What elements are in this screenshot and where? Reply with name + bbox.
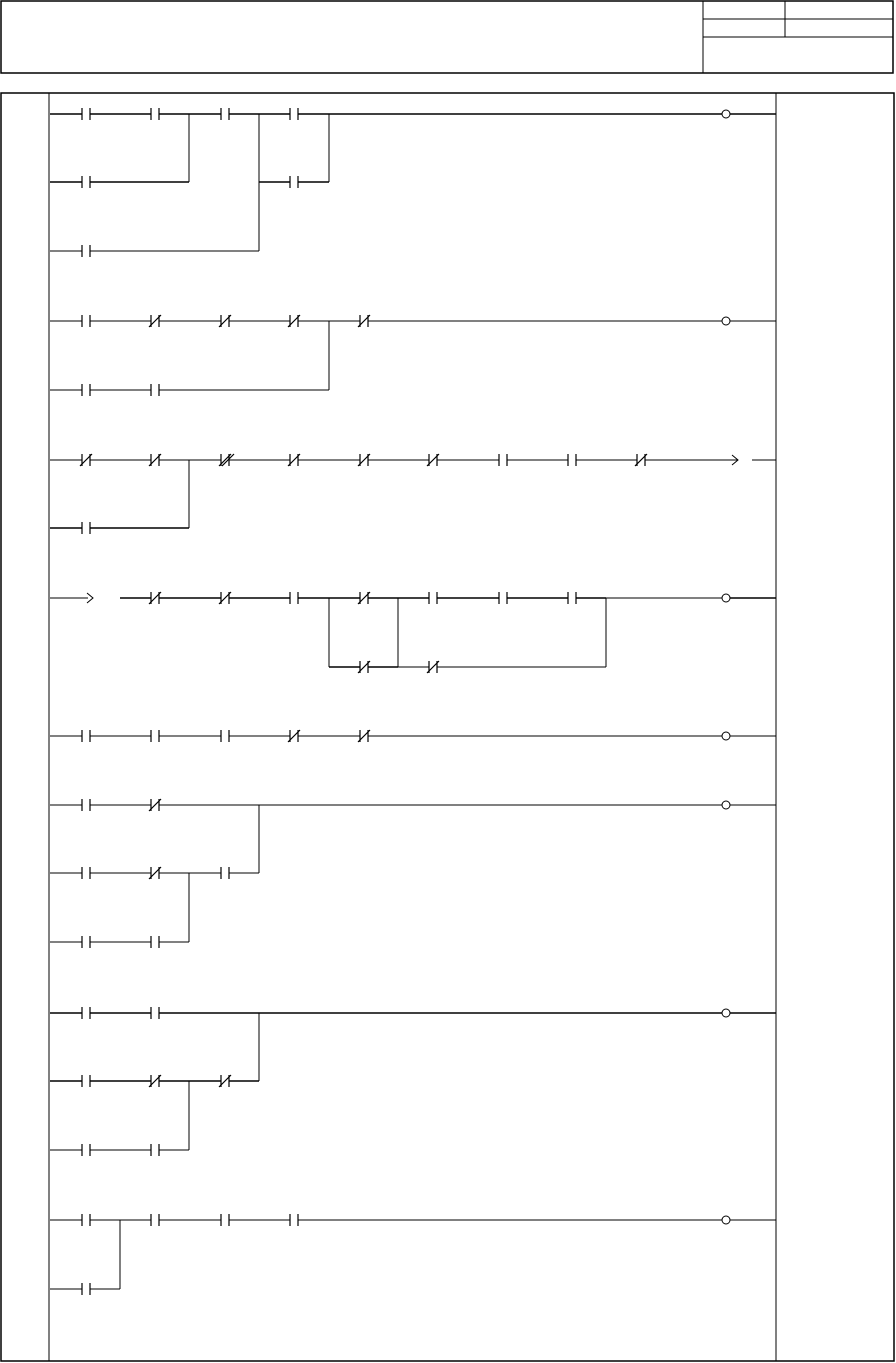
- no-contact: [82, 1144, 90, 1156]
- no-contact: [290, 592, 298, 604]
- no-contact: [82, 176, 90, 188]
- no-contact: [151, 1144, 159, 1156]
- diagram-frame: [1, 93, 894, 1361]
- coil-output: [722, 1009, 730, 1017]
- no-contact: [499, 592, 507, 604]
- no-contact: [221, 108, 229, 120]
- coil-output: [722, 1216, 730, 1224]
- no-contact: [151, 1214, 159, 1226]
- no-contact: [82, 1075, 90, 1087]
- no-contact: [568, 454, 576, 466]
- coil-output: [722, 801, 730, 809]
- no-contact: [82, 730, 90, 742]
- no-contact: [221, 1214, 229, 1226]
- no-contact: [221, 730, 229, 742]
- no-contact: [82, 936, 90, 948]
- ladder-rungs: [50, 108, 776, 1295]
- no-contact: [82, 108, 90, 120]
- coil-output: [722, 110, 730, 118]
- no-contact: [82, 522, 90, 534]
- no-contact: [290, 176, 298, 188]
- no-contact: [82, 867, 90, 879]
- no-contact: [221, 867, 229, 879]
- no-contact: [82, 245, 90, 257]
- no-contact: [82, 384, 90, 396]
- no-contact: [82, 315, 90, 327]
- no-contact: [151, 108, 159, 120]
- coil-output: [722, 317, 730, 325]
- no-contact: [82, 1214, 90, 1226]
- no-contact: [151, 936, 159, 948]
- no-contact: [151, 1007, 159, 1019]
- coil-output: [722, 732, 730, 740]
- no-contact: [82, 799, 90, 811]
- no-contact: [290, 108, 298, 120]
- no-contact: [82, 1007, 90, 1019]
- no-contact: [499, 454, 507, 466]
- coil-output: [722, 594, 730, 602]
- no-contact: [151, 384, 159, 396]
- no-contact: [290, 1214, 298, 1226]
- title-block: [1, 1, 893, 73]
- no-contact: [82, 1283, 90, 1295]
- no-contact: [151, 730, 159, 742]
- no-contact: [429, 592, 437, 604]
- no-contact: [568, 592, 576, 604]
